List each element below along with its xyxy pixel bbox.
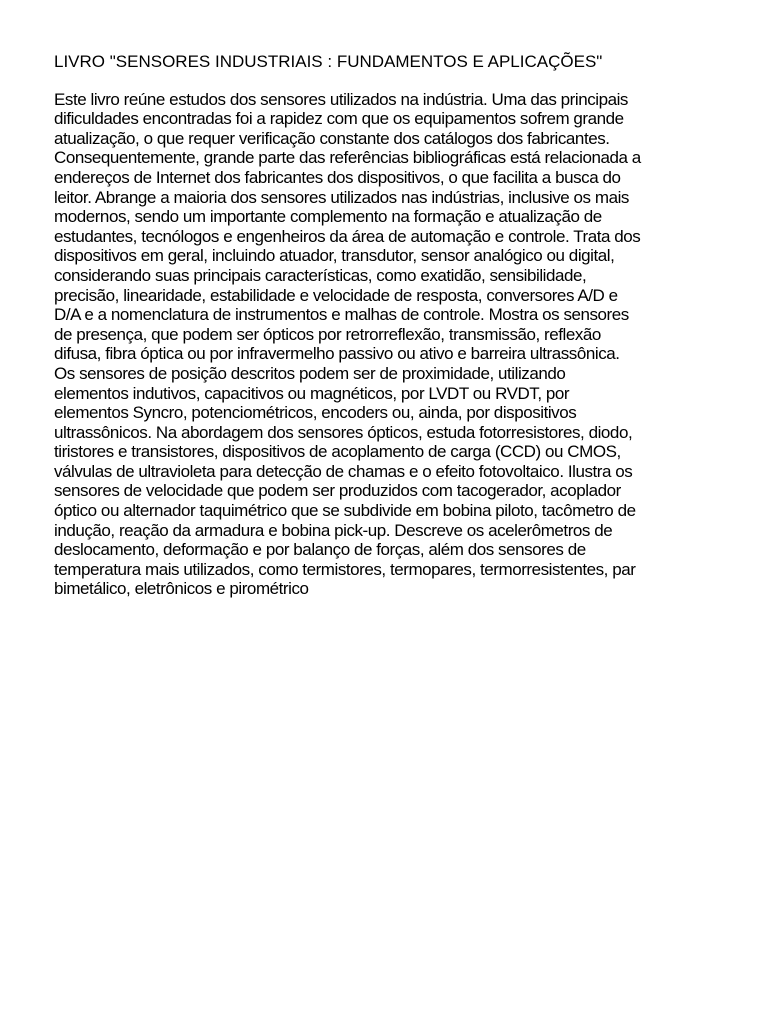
body-line: precisão, linearidade, estabilidade e velocidade de resposta, conversores A/D e [54, 285, 618, 305]
body-line: endereços de Internet dos fabricantes dos dispositivos, o que facilita a busca do [54, 167, 621, 187]
body-line: atualização, o que requer verificação constante dos catálogos dos fabricantes. [54, 128, 610, 148]
body-line: temperatura mais utilizados, como termistores, termopares, termorresistentes, par [54, 559, 636, 579]
body-line: modernos, sendo um importante complemento na formação e atualização de [54, 207, 602, 227]
body-line: Consequentemente, grande parte das referências bibliográficas está relacionada a [54, 148, 641, 168]
body-line: Os sensores de posição descritos podem ser de proximidade, utilizando [54, 363, 566, 383]
body-line: estudantes, tecnólogos e engenheiros da área de automação e controle. Trata dos [54, 226, 641, 246]
body-line: deslocamento, deformação e por balanço de forças, além dos sensores de [54, 540, 586, 560]
body-line: dificuldades encontradas foi a rapidez com que os equipamentos sofrem grande [54, 109, 624, 129]
body-line: ultrassônicos. Na abordagem dos sensores ópticos, estuda fotorresistores, diodo, [54, 422, 633, 442]
body-line: leitor. Abrange a maioria dos sensores utilizados nas indústrias, inclusive os mais [54, 187, 629, 207]
body-line: de presença, que podem ser ópticos por retrorreflexão, transmissão, reflexão [54, 324, 601, 344]
body-line: tiristores e transistores, dispositivos de acoplamento de carga (CCD) ou CMOS, [54, 442, 621, 462]
body-line: considerando suas principais características, como exatidão, sensibilidade, [54, 265, 587, 285]
document-body [54, 90, 722, 599]
body-line: óptico ou alternador taquimétrico que se subdivide em bobina piloto, tacômetro de [54, 501, 636, 521]
body-line: D/A e a nomenclatura de instrumentos e malhas de controle. Mostra os sensores [54, 305, 629, 325]
body-line: elementos indutivos, capacitivos ou magnéticos, por LVDT ou RVDT, por [54, 383, 570, 403]
body-line: Este livro reúne estudos dos sensores utilizados na indústria. Uma das principais [54, 89, 628, 109]
body-line: sensores de velocidade que podem ser produzidos com tacogerador, acoplador [54, 481, 621, 501]
document-title: LIVRO "SENSORES INDUSTRIAIS : FUNDAMENTOS E APLICAÇÕES" [54, 52, 603, 71]
body-line: indução, reação da armadura e bobina pick-up. Descreve os acelerômetros de [54, 520, 613, 540]
document-page [54, 52, 722, 599]
body-line: elementos Syncro, potenciométricos, encoders ou, ainda, por dispositivos [54, 403, 577, 423]
body-line: bimetálico, eletrônicos e pirométrico [54, 579, 309, 599]
body-line: válvulas de ultravioleta para detecção de chamas e o efeito fotovoltaico. Ilustra os [54, 461, 633, 481]
body-line: difusa, fibra óptica ou por infravermelho passivo ou ativo e barreira ultrassônica. [54, 344, 620, 364]
body-line: dispositivos em geral, incluindo atuador, transdutor, sensor analógico ou digital, [54, 246, 615, 266]
